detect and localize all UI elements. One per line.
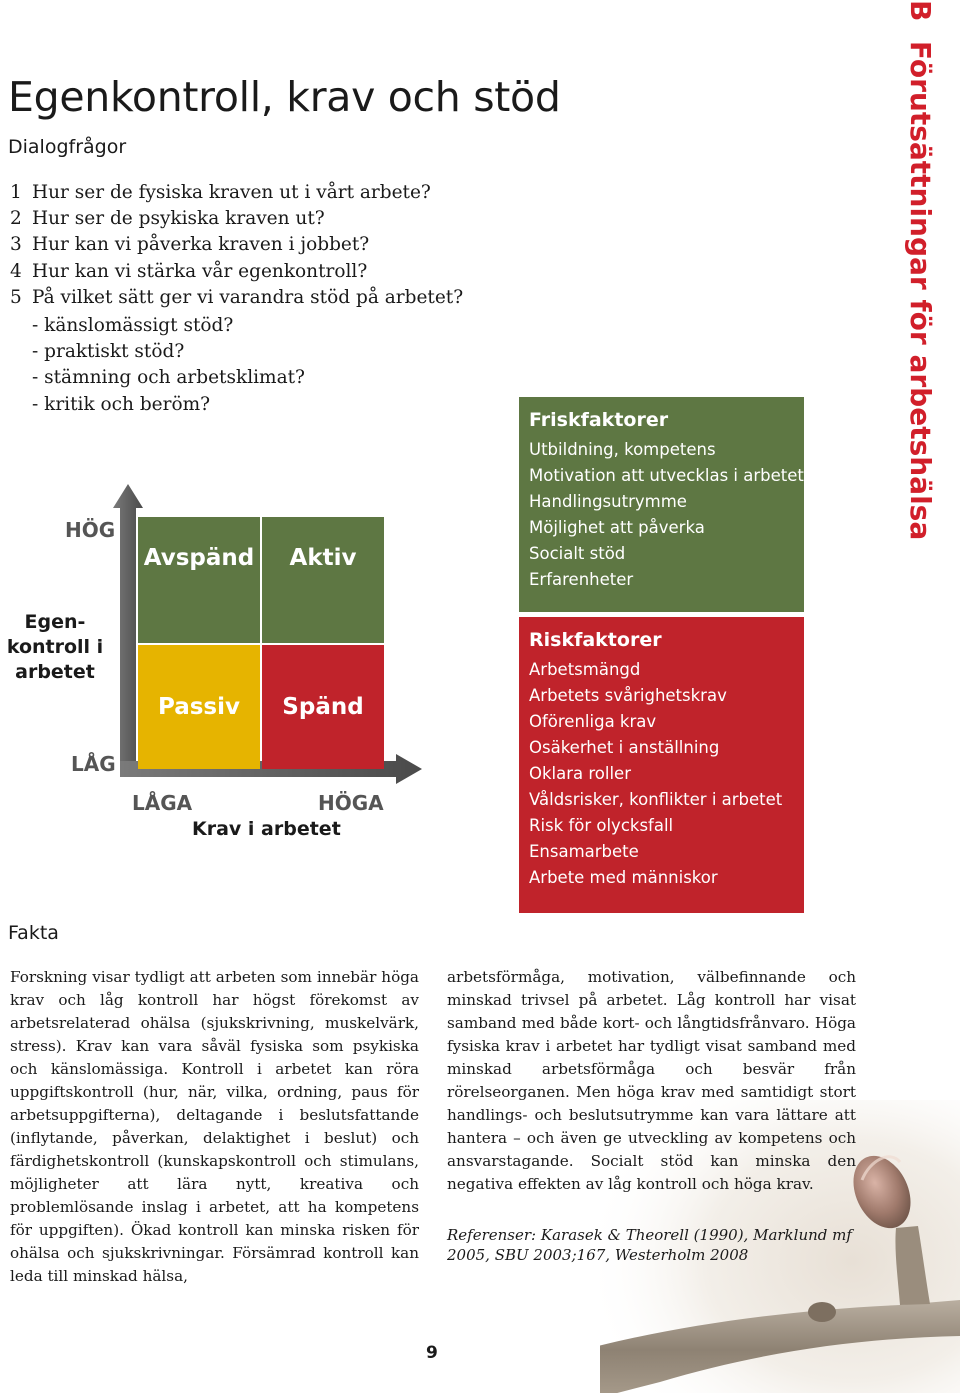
list-item: Arbetsmängd — [529, 660, 641, 679]
quadrant-active: Aktiv — [262, 517, 384, 643]
risk-factors-box — [519, 617, 804, 913]
fakta-text-column-2: arbetsförmåga, motivation, välbefinnande och minskad trivsel på arbetet. Låg kontroll har visat samband med både kort- och långtidsfrånvaro. Höga fysiska krav i arbetet har tydligt visat samband med minskad arbetsförmåga och besvär från rörelseorganen. Men höga krav med samtidigt stort handlings- och beslutsutrymme kan vara lättare att hantera – och även ge utveckling av kompetens och ansvarstagande. Socialt stöd kan minska den negativa effekten av låg kontroll och höga krav. — [447, 968, 856, 1193]
page-number: 9 — [426, 1343, 438, 1363]
y-axis-low-label: LÅG — [71, 752, 116, 776]
list-item: Oförenliga krav — [529, 712, 657, 731]
y-axis-title: Egen- kontroll i arbetet — [6, 611, 104, 683]
list-item: Risk för olycksfall — [529, 816, 674, 835]
sub-question-item: - kritik och beröm? — [32, 393, 211, 415]
y-axis-high-label: HÖG — [65, 518, 116, 542]
question-item: 2 Hur ser de psykiska kraven ut? — [10, 208, 325, 230]
page-title: Egenkontroll, krav och stöd — [8, 73, 561, 122]
x-axis-low-label: LÅGA — [132, 791, 193, 815]
question-item: 3 Hur kan vi påverka kraven i jobbet? — [10, 234, 370, 256]
sub-question-list — [32, 313, 305, 418]
health-factors-box — [519, 397, 804, 612]
question-item: 1 Hur ser de fysiska kraven ut i vårt arbete? — [10, 182, 431, 203]
question-item: 4 Hur kan vi stärka vår egenkontroll? — [10, 260, 368, 282]
fakta-heading: Fakta — [8, 922, 59, 944]
list-item: Arbetets svårighetskrav — [529, 686, 727, 705]
list-item: Osäkerhet i anställning — [529, 738, 720, 757]
list-item: Våldsrisker, konflikter i arbetet — [529, 790, 783, 809]
dialog-heading: Dialogfrågor — [8, 136, 127, 158]
references: Referenser: Karasek & Theorell (1990), Marklund mf 2005, SBU 2003;167, Westerholm 2008 — [447, 1226, 852, 1264]
section-title: Förutsättningar för arbetshälsa — [904, 40, 937, 541]
sub-question-item: - praktiskt stöd? — [32, 341, 185, 363]
list-item: Motivation att utvecklas i arbetet — [529, 466, 804, 485]
quadrant-strained: Spänd — [262, 645, 384, 769]
question-item: 5 På vilket sätt ger vi varandra stöd på arbetet? — [10, 286, 464, 308]
section-letter: B — [904, 0, 937, 22]
section-side-tab — [904, 0, 960, 541]
list-item: Ensamarbete — [529, 842, 639, 861]
health-factors-title: Friskfaktorer — [529, 409, 669, 431]
list-item: Möjlighet att påverka — [529, 518, 705, 537]
list-item: Socialt stöd — [529, 544, 626, 563]
list-item: Oklara roller — [529, 764, 631, 783]
list-item: Handlingsutrymme — [529, 492, 687, 511]
x-axis-title: Krav i arbetet — [192, 818, 341, 840]
quadrant-relaxed: Avspänd — [138, 517, 260, 643]
sub-question-item: - känslomässigt stöd? — [32, 315, 234, 336]
list-item: Arbete med människor — [529, 868, 718, 887]
fakta-text-column-1: Forskning visar tydligt att arbeten som innebär höga krav och låg kontroll har högst förekomst av arbetsrelaterad ohälsa (sjukskrivning, muskelvärk, stress). Krav kan vara såväl fysiska som psykiska och känslomässiga. Kontroll i arbetet kan röra uppgiftskontroll (hur, när, vilka, ordning, paus för arbetsuppgifterna), deltagande i beslutsfattande (inflytande, påverkan, delaktighet i beslut) och färdighetskontroll (kunskapskontroll och stimulans, möjligheter att lära nytt, kreativa och problemlösande inslag i arbetet, att ha kompetens för uppgiften). Ökad kontroll kan minska risken för ohälsa och sjukskrivningar. Försämrad kontroll kan leda till minskad hälsa, — [10, 968, 419, 1285]
list-item: Erfarenheter — [529, 570, 634, 589]
quadrant-passive: Passiv — [138, 645, 260, 769]
x-axis-high-label: HÖGA — [318, 791, 384, 815]
list-item: Utbildning, kompetens — [529, 440, 716, 459]
question-list — [10, 180, 463, 311]
sub-question-item: - stämning och arbetsklimat? — [32, 367, 305, 389]
risk-factors-title: Riskfaktorer — [529, 629, 662, 651]
